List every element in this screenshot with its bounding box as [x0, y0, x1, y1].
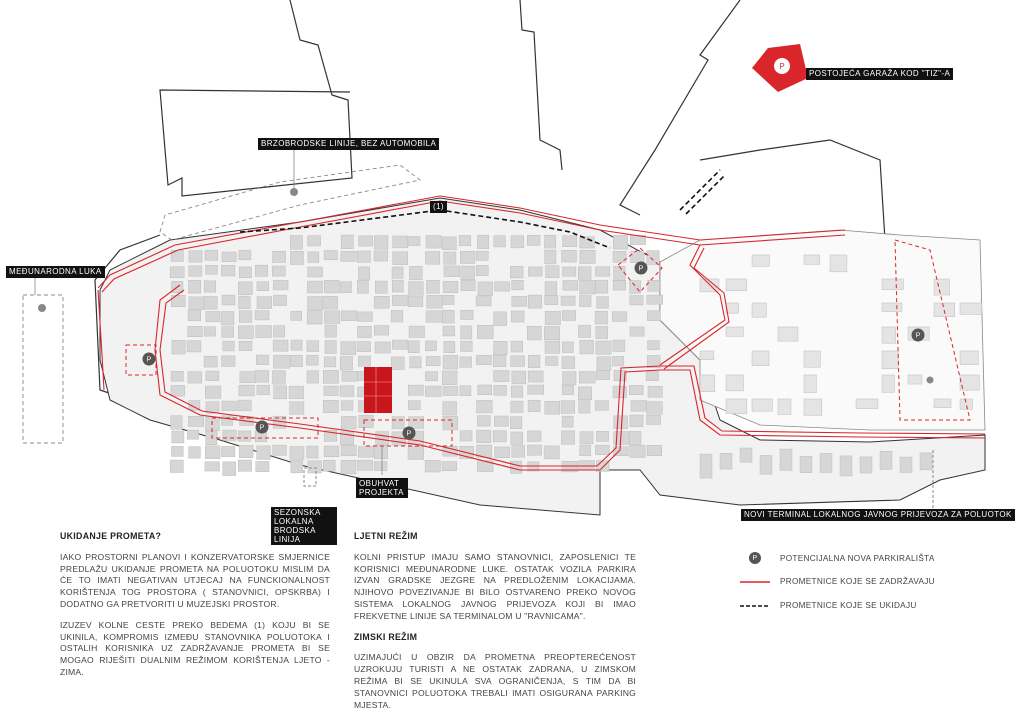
svg-text:P: P — [406, 430, 412, 438]
svg-text:P: P — [915, 332, 921, 340]
international-port-label: MEĐUNARODNA LUKA — [6, 266, 105, 278]
paragraph: IZUZEV KOLNE CESTE PREKO BEDEMA (1) KOJU BI SE UKINILA, KOMPROMIS IZMEĐU STANOVNIKA POLUOTOKA I OSTALIH KORISNIKA UZ ZADRŽAVANJE PROMETA BI SE MOGAO RIJEŠITI DUALNIM REŽIMOM KORIŠTENJA LJETO - ZIMA. — [60, 619, 330, 677]
ferry-marker-icon — [290, 188, 298, 196]
port-marker-icon — [38, 304, 46, 312]
paragraph: UZIMAJUĆI U OBZIR DA PROMETNA PREOPTEREĆENOST UZROKUJU TURISTI A NE OSTATAK ZADRANA, U ZIMSKOM REŽIMA BI SE UKINULA SVA OGRANIČENJA, S TIM DA BI STANOVNICI POLUOTOKA TREBALI IMATI OSIGURANA PARKING MJESTA. — [354, 652, 636, 710]
red-line-icon — [740, 579, 770, 585]
section-title: UKIDANJE PROMETA? — [60, 531, 162, 541]
terminal-label: NOVI TERMINAL LOKALNOG JAVNOG PRIJEVOZA ZA POLUOTOK — [741, 509, 1015, 521]
project-scope-area — [364, 367, 392, 413]
seasonal-line-label: SEZONSKA LOKALNA BRODSKA LINIJA — [271, 507, 337, 545]
legend-label: PROMETNICE KOJE SE ZADRŽAVAJU — [780, 577, 935, 586]
legend-parking — [740, 552, 935, 564]
scope-label: OBUHVAT PROJEKTA — [356, 478, 408, 498]
dashed-line-icon — [740, 603, 770, 609]
garage-marker — [752, 44, 808, 92]
marker-one-label: (1) — [430, 201, 447, 213]
legend-routes-removed — [740, 601, 917, 610]
legend-routes-kept — [740, 577, 935, 586]
ferry-label: BRZOBRODSKE LINIJE, BEZ AUTOMOBILA — [258, 138, 439, 150]
paragraph: IAKO PROSTORNI PLANOVI I KONZERVATORSKE SMJERNICE PREDLAŽU UKIDANJE PROMETA NA POLUOTOKU MISLIM DA ĆE TO IMATI NEGATIVAN UTJECAJ NA FUNCKIONALNOST KORIŠTENJA TOG PROSTORA ( STANOVNICI, OPSKRBA) I DODATNO GA PRETVORITI U MUZEJSKI PROSTOR. — [60, 551, 330, 609]
paragraph: KOLNI PRISTUP IMAJU SAMO STANOVNICI, ZAPOSLENICI TE KORISNICI MEĐUNARODNE LUKE. OSTATAK VOZILA PARKIRA IZVAN GRADSKE JEZGRE NA PREDLOŽENIM LOKACIJAMA. NJIHOVO POVEZIVANJE BI BILO OSTVARENO PREKO NOVOG SISTEMA LOKALNOG JAVNOG PRIJEVOZA KOJI BI IMAO FREKVETNE LINIJE SA TERMINALOM U "RAVNICAMA". — [354, 551, 636, 621]
international-port-zone — [23, 295, 63, 443]
svg-text:P: P — [146, 356, 152, 364]
svg-text:P: P — [779, 62, 785, 71]
legend-label: PROMETNICE KOJE SE UKIDAJU — [780, 601, 917, 610]
text-column-1 — [60, 531, 330, 688]
parking-icon: P — [749, 552, 761, 564]
section-title: ZIMSKI REŽIM — [354, 631, 418, 642]
text-column-2 — [354, 531, 636, 720]
section-title: LJETNI REŽIM — [354, 531, 418, 541]
svg-text:P: P — [259, 424, 265, 432]
svg-text:P: P — [638, 265, 644, 273]
legend-label: POTENCIJALNA NOVA PARKIRALIŠTA — [780, 553, 935, 563]
terminal-marker-icon — [927, 377, 934, 384]
garage-label: POSTOJEĆA GARAŽA KOD "TIZ"-A — [806, 68, 953, 80]
